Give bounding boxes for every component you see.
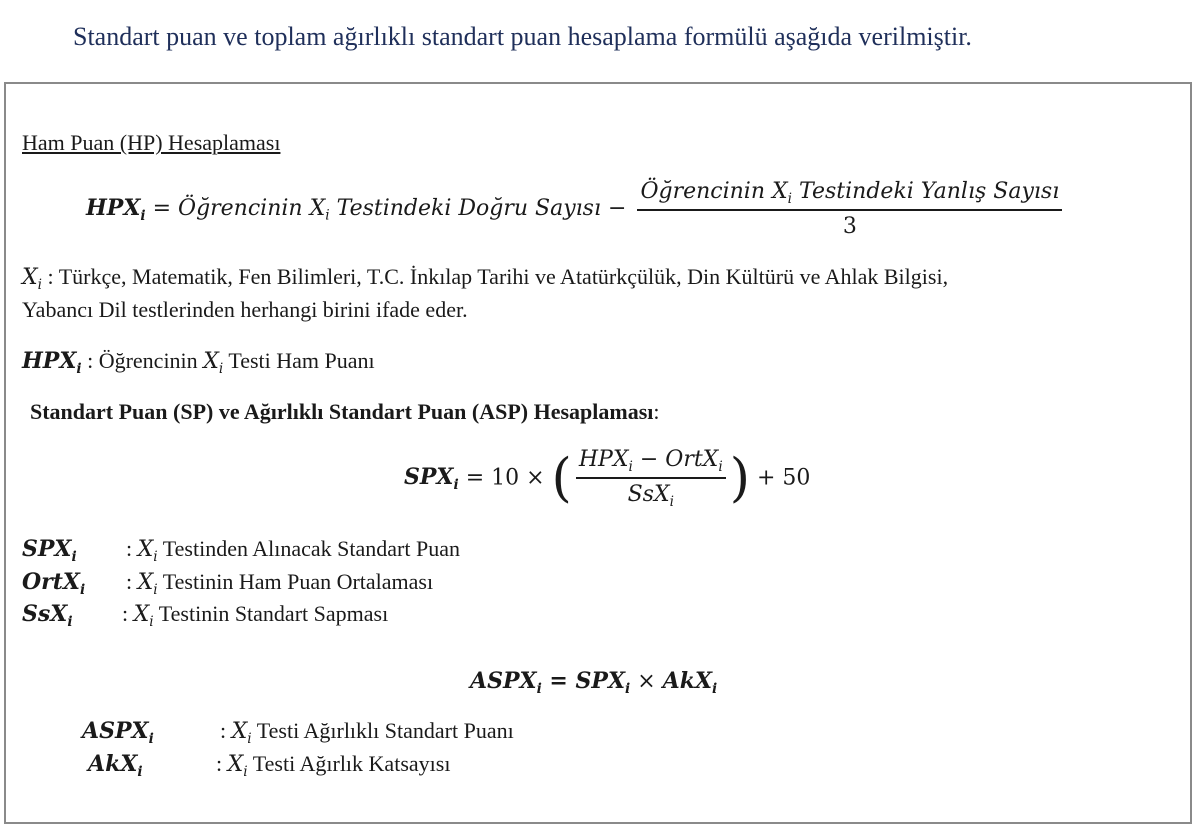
xi-definition: $X_i$ : Türkçe, Matematik, Fen Bilimleri, T.C. İnkılap Tarihi ve Atatürkçülük, Din Kültürü ve Ahlak Bilgisi, xyxy=(22,264,949,293)
ssx-definition: SsX$_i$ : $X_i$ Testinin Standart Sapması xyxy=(22,601,389,630)
xi-definition-cont: Yabancı Dil testlerinden herhangi birini ifade eder. xyxy=(22,297,468,322)
sp-fraction: $\frac{HPX_i - OrtX_i}{SsX_i}$ xyxy=(576,447,726,510)
hp-fraction: $\frac{Öğrencinin X_i Testindeki Yanlış Sayısı}{3}$ xyxy=(637,179,1062,239)
spx-definition: $SPX_i$ : $X_i$ Testinden Alınacak Standart Puan xyxy=(22,536,460,565)
asp-formula: $ASPX_i = SPX_i \times AkX_i$ xyxy=(470,668,718,697)
formula-box xyxy=(4,82,1192,824)
hp-lhs: HPX xyxy=(86,194,141,221)
hp-heading: Ham Puan (HP) Hesaplaması xyxy=(22,130,281,155)
hpx-definition: $HPX_i$ : Öğrencinin $X_i$ Testi Ham Puanı xyxy=(22,348,375,377)
ortx-definition: OrtX$_i$ : $X_i$ Testinin Ham Puan Ortalaması xyxy=(22,569,434,598)
sp-heading: Standart Puan (SP) ve Ağırlıklı Standart Puan (ASP) Hesaplaması: xyxy=(30,399,660,424)
sp-formula: $SPX_i = 10$ × ( $\frac{HPX_i - OrtX_i}{SsX_i}$ ) + 50 xyxy=(404,447,811,510)
akx-definition: AkX$_i$ : $X_i$ Testi Ağırlık Katsayısı xyxy=(88,751,451,780)
aspx-definition: $ASPX_i$ : $X_i$ Testi Ağırlıklı Standart Puanı xyxy=(82,718,514,747)
hp-formula: $HPX_i$ = Öğrencinin $X_i$ Testindeki Doğru Sayısı − $\frac{Öğrencinin X_i Testindeki Yanlış Sayısı}{3}$ xyxy=(86,179,1066,239)
intro-text: Standart puan ve toplam ağırlıklı standart puan hesaplama formülü aşağıda verilmiştir. xyxy=(73,22,972,51)
